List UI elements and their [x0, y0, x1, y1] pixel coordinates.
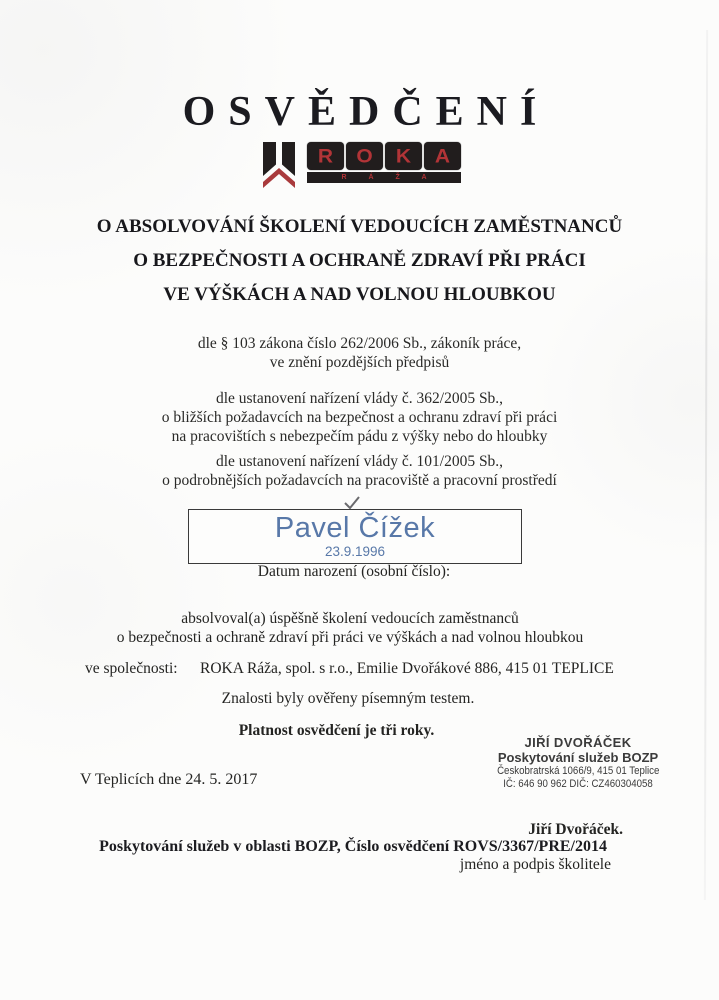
- stamp-ids: [480, 778, 676, 791]
- stamp-address-text: Českobratrská 1066/9, 415 01 Teplice: [496, 765, 660, 777]
- legal-line: o bližších požadavcích na bezpečnost a ochranu zdraví při práci: [161, 409, 558, 426]
- place-and-date: V Teplicích dne 24. 5. 2017: [80, 771, 258, 788]
- roka-letter-tile: [307, 142, 344, 170]
- roka-letter-tile: [424, 142, 461, 170]
- stamp-name: JIŘÍ DVOŘÁČEK: [524, 735, 632, 750]
- holder-name: Pavel Čížek: [274, 512, 436, 544]
- test-note: Znalosti byly ověřeny písemným testem.: [221, 690, 475, 707]
- stamp-service: Poskytování služeb BOZP: [497, 750, 659, 765]
- company-value: ROKA Ráža, spol. s r.o., Emilie Dvořákové 886, 415 01 TEPLICE: [200, 660, 614, 677]
- roka-letter: A: [434, 145, 451, 167]
- legal-line: o podrobnějších požadavcích na pracoviště a pracovní prostředí: [162, 472, 557, 489]
- legal-paragraph-2: [0, 389, 719, 446]
- heading-line-1: O ABSOLVOVÁNÍ ŠKOLENÍ VEDOUCÍCH ZAMĚSTNANCŮ: [96, 216, 623, 237]
- roka-logo: [0, 142, 719, 193]
- raza-subtitle: R Á Ž A: [341, 174, 437, 181]
- heading-line-2: O BEZPEČNOSTI A OCHRANĚ ZDRAVÍ PŘI PRÁCI: [133, 250, 586, 271]
- raza-subtitle-bar: [307, 172, 461, 183]
- page-title: OSVĚDČENÍ: [182, 89, 550, 135]
- roka-letter-tile: [385, 142, 422, 170]
- roka-letter-tiles: [307, 142, 461, 170]
- validity-note: Platnost osvědčení je tři roky.: [238, 722, 435, 739]
- certificate-heading: [0, 210, 719, 312]
- legal-paragraph-3: [0, 452, 719, 490]
- roka-letter: K: [395, 145, 412, 167]
- signature-label: jméno a podpis školitele: [459, 856, 611, 873]
- roka-letter: O: [356, 145, 373, 167]
- pen-tick-mark: [344, 496, 360, 510]
- roka-letter-tile: [346, 142, 383, 170]
- legal-line: dle ustanovení nařízení vlády č. 101/2005 Sb.,: [215, 453, 504, 470]
- company-label: ve společnosti:: [85, 660, 178, 677]
- holder-name-box: [188, 509, 522, 564]
- roka-letter: R: [317, 145, 334, 167]
- stamp-address: [480, 765, 676, 778]
- provider-stamp: [480, 736, 676, 791]
- completion-statement: [0, 609, 700, 647]
- legal-line: dle ustanovení nařízení vlády č. 362/2005 Sb.,: [215, 390, 504, 407]
- holder-birth-date: 23.9.1996: [324, 544, 386, 559]
- roka-logo-wordmark: [307, 142, 461, 183]
- roka-logo-icon: [258, 142, 300, 193]
- stamp-ids-text: IČ: 646 90 962 DIČ: CZ460304058: [503, 778, 653, 790]
- completion-line: o bezpečnosti a ochraně zdraví při práci ve výškách a nad volnou hloubkou: [116, 629, 584, 646]
- legal-line: na pracovištích s nebezpečím pádu z výšky nebo do hloubky: [171, 428, 548, 445]
- legal-line: dle § 103 zákona číslo 262/2006 Sb., zákoník práce,: [197, 335, 522, 352]
- legal-paragraph-1: [0, 334, 719, 372]
- legal-line: ve znění pozdějších předpisů: [269, 354, 450, 371]
- completion-line: absolvoval(a) úspěšně školení vedoucích zaměstnanců: [181, 610, 519, 627]
- trainer-name: Jiří Dvořáček.: [528, 821, 623, 838]
- birth-date-label: Datum narození (osobní číslo):: [257, 563, 451, 580]
- heading-line-3: VE VÝŠKÁCH A NAD VOLNOU HLOUBKOU: [163, 284, 556, 305]
- certificate-number-line: Poskytování služeb v oblasti BOZP, Číslo osvědčení ROVS/3367/PRE/2014: [99, 838, 607, 855]
